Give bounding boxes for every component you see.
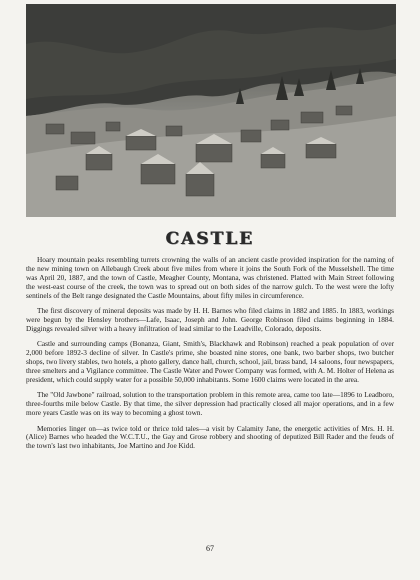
paragraph-2: The first discovery of mineral deposits was made by H. H. Barnes who filed claims in 1882 and 1885. In 1883, workings were begun by the Hensley brothers—Lafe, Isaac, Joseph and John. George Robinson filed claims beginning in 1884. Diggings revealed silver with a heavy infiltration of lead similar to the Leadville, Colorado, deposits. bbox=[26, 306, 394, 333]
article-body bbox=[26, 256, 394, 458]
town-photograph-image bbox=[26, 4, 396, 217]
article-title: CASTLE bbox=[165, 229, 255, 249]
paragraph-1: Hoary mountain peaks resembling turrets crowning the walls of an ancient castle provided inspiration for the naming of the new mining town on Allebaugh Creek about five miles from where it joins the South Fork of the Musselshell. The time was April 20, 1887, and the town of Castle, Meagher County, Montana, was christened. Platted with Main Street following the west-east course of the creek, the town was to spread out on both sides of the narrow gulch. To the west were the lofty sentinels of the Belt range designated the Castle Mountains, about fifty miles in circumference. bbox=[26, 255, 394, 300]
paragraph-4: The "Old Jawbone" railroad, solution to the transportation problem in this remote area, came too late—1896 to Leadboro, three-fourths mile below Castle. By that time, the silver depression had practically closed all major operations, and in a few more years Castle was on its way to becoming a ghost town. bbox=[26, 390, 394, 418]
town-photograph bbox=[26, 4, 396, 217]
page-number: 67 bbox=[206, 544, 214, 553]
paragraph-5: Memories linger on—as twice told or thrice told tales—a visit by Calamity Jane, the energetic activities of Mrs. H. H. (Alice) Barnes who headed the W.C.T.U., the Gay and Grose robbery and shooting of deputized Bill Rader and the feuds of the town's last two inhabitants, Joe Martino and Joe Kidd. bbox=[26, 423, 394, 451]
paragraph-3: Castle and surrounding camps (Bonanza, Giant, Smith's, Blackhawk and Robinson) reached a peak population of over 2,000 before 1892-3 decline of silver. In Castle's prime, she boasted nine stores, one bank, two barber shops, two butcher shops, two livery stables, two hotels, a photo gallery, dance hall, church, school, jail, brass band, 14 saloons, four newspapers, three smelters and a Vigilance committee. The Castle Water and Power Company was formed, with A. M. Holter of Helena as president, which could supply water for a possible 50,000 inhabitants. Some 1600 claims were located in the area. bbox=[26, 339, 394, 384]
